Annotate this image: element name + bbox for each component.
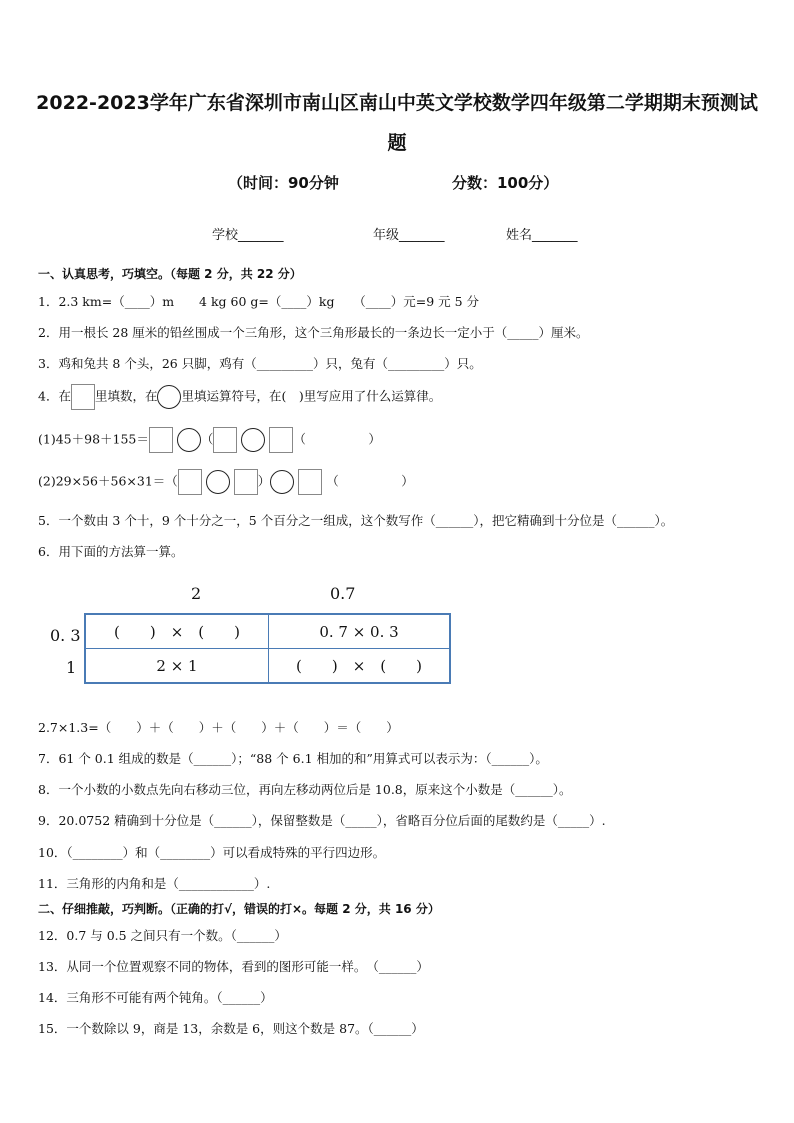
law-answer-1[interactable]: （ ） [293,431,381,447]
expression-2: (2)29×56＋56×31＝（ [38,473,178,489]
exam-time: （时间：90分钟 [228,174,339,192]
question-5: 5．一个数由 3 个十，9 个十分之一，5 个百分之一组成，这个数写作（______），把它精确到十分位是（______）。 [38,513,674,528]
operator-circle[interactable] [206,470,230,494]
question-4-text-c: 里填运算符号，在( )里写应用了什么运算律。 [181,388,442,404]
grid-row-label-2: 1 [66,658,77,677]
question-14: 14．三角形不可能有两个钝角。（______） [38,990,273,1005]
question-4-text-b: 里填数，在 [94,388,158,404]
name-field[interactable]: 姓名_______ [506,228,578,243]
answer-box[interactable] [269,427,293,453]
question-6-equation: 2.7×1.3=（ ）＋（ ）＋（ ）＋（ ）＝（ ） [38,720,399,735]
question-6: 6．用下面的方法算一算。 [38,544,184,559]
operator-circle[interactable] [241,428,265,452]
grade-field[interactable]: 年级_______ [373,228,445,243]
question-9: 9．20.0752 精确到十分位是（______），保留整数是（_____），省略百分位后面的尾数约是（_____）. [38,813,606,828]
law-answer-2[interactable]: （ ） [326,473,414,489]
page-title-continued: 题 [387,132,407,154]
question-7: 7．61 个 0.1 组成的数是（______）；“88 个 6.1 相加的和”用算式可以表示为：（______）。 [38,751,548,766]
grid-row-label-1: 0. 3 [50,626,81,645]
square-box [71,384,95,410]
circle-box [157,385,181,409]
grid-cell-2-2[interactable]: ( ) × ( ) [269,649,451,684]
expression-1: (1)45＋98＋155＝ [38,431,149,447]
grid-cell-2-1: 2 × 1 [85,649,269,684]
question-4-part-1 [38,427,381,453]
page-title: 2022-2023学年广东省深圳市南山区南山中英文学校数学四年级第二学期期末预测试 [36,92,758,114]
question-13: 13．从同一个位置观察不同的物体，看到的图形可能一样。 （______） [38,959,429,974]
exam-score: 分数：100分） [452,174,559,192]
question-11: 11．三角形的内角和是（____________）. [38,876,271,891]
answer-box[interactable] [149,427,173,453]
answer-box[interactable] [178,469,202,495]
answer-box[interactable] [234,469,258,495]
question-4-part-2 [38,469,414,495]
answer-box[interactable] [213,427,237,453]
question-3: 3．鸡和兔共 8 个头，26 只脚，鸡有（_________）只，兔有（_________）只。 [38,356,482,371]
question-12: 12．0.7 与 0.5 之间只有一个数。（______） [38,928,287,943]
question-2: 2．用一根长 28 厘米的铅丝围成一个三角形，这个三角形最长的一条边长一定小于（_____）厘米。 [38,325,589,340]
open-paren: （ [200,431,214,447]
question-10: 10．（________）和（________）可以看成特殊的平行四边形。 [38,845,386,860]
section-1-heading: 一、认真思考，巧填空。（每题 2 分，共 22 分） [38,267,302,281]
question-4-text-a: 4．在 [38,388,71,404]
grid-cell-1-1[interactable]: ( ) × ( ) [85,614,269,649]
grid-column-label-1: 2 [191,584,202,603]
close-paren: ） [257,473,271,489]
question-15: 15．一个数除以 9，商是 13，余数是 6，则这个数是 87。（______） [38,1021,424,1036]
question-8: 8．一个小数的小数点先向右移动三位，再向左移动两位后是 10.8，原来这个小数是（______）。 [38,782,572,797]
grid-column-label-2: 0.7 [330,584,356,603]
section-2-heading: 二、仔细推敲，巧判断。（正确的打√，错误的打×。每题 2 分，共 16 分） [38,902,440,916]
operator-circle[interactable] [177,428,201,452]
question-4 [38,384,441,410]
question-1: 1．2.3 km=（____）m 4 kg 60 g=（____）kg （____）元=9 元 5 分 [38,294,480,309]
answer-box[interactable] [298,469,322,495]
multiplication-grid [84,613,451,684]
grid-cell-1-2: 0. 7 × 0. 3 [269,614,451,649]
operator-circle[interactable] [270,470,294,494]
school-field[interactable]: 学校_______ [212,228,284,243]
